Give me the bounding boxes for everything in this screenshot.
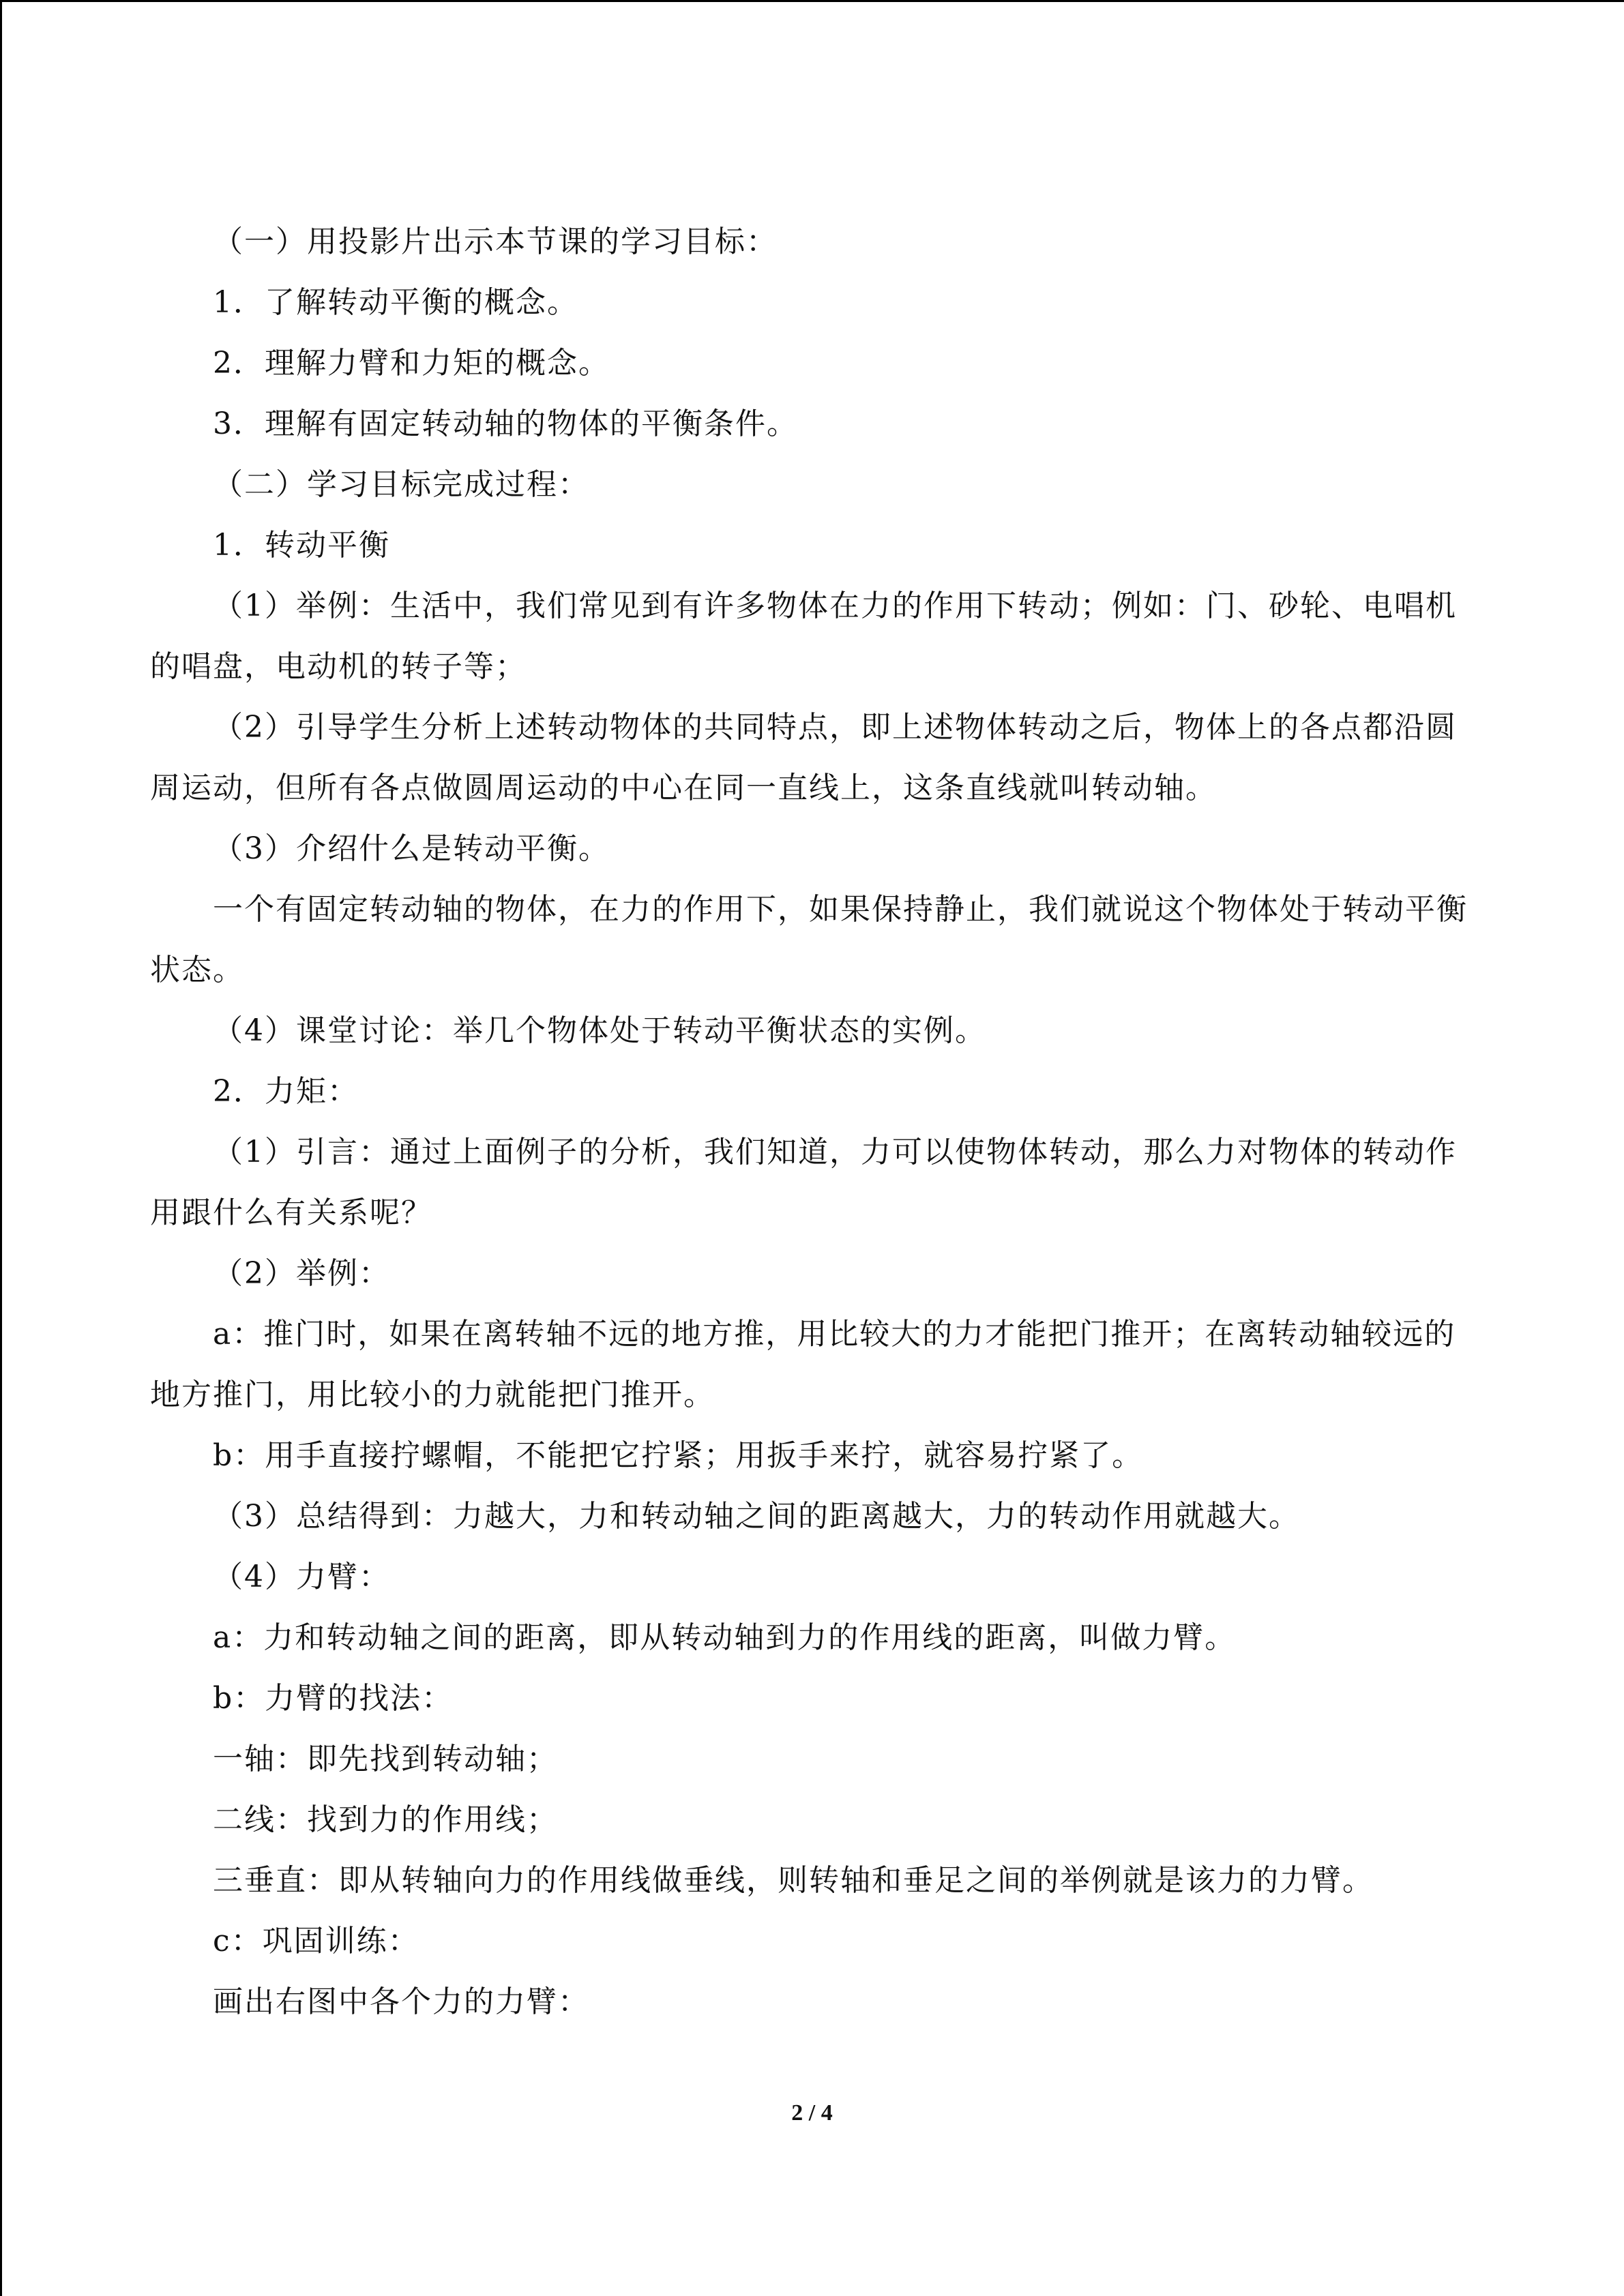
document-body: [150, 211, 1473, 2032]
paragraph: 二线：找到力的作用线；: [213, 1802, 558, 1837]
paragraph: （二）学习目标完成过程：: [213, 467, 589, 502]
paragraph: 2．力矩：: [213, 1074, 359, 1109]
paragraph: b：用手直接拧螺帽，不能把它拧紧；用扳手来拧，就容易拧紧了。: [213, 1438, 1144, 1473]
paragraph: 1．转动平衡: [213, 528, 390, 563]
paragraph: （4）课堂讨论：举几个物体处于转动平衡状态的实例。: [213, 1013, 986, 1048]
paragraph: （2）引导学生分析上述转动物体的共同特点，即上述物体转动之后，物体上的各点都沿圆周运动，但所有各点做圆周运动的中心在同一直线上，这条直线就叫转动轴。: [150, 710, 1457, 805]
paragraph: 一个有固定转动轴的物体，在力的作用下，如果保持静止，我们就说这个物体处于转动平衡状态。: [150, 892, 1468, 987]
paragraph: c：巩固训练：: [213, 1924, 419, 1958]
paragraph: 画出右图中各个力的力臂：: [213, 1984, 589, 2019]
paragraph: 1．了解转动平衡的概念。: [213, 285, 578, 320]
paragraph: （1）举例：生活中，我们常见到有许多物体在力的作用下转动；例如：门、砂轮、电唱机的唱盘，电动机的转子等；: [150, 588, 1457, 684]
paragraph: （3）介绍什么是转动平衡。: [213, 831, 610, 866]
paragraph: 三垂直：即从转轴向力的作用线做垂线，则转轴和垂足之间的举例就是该力的力臂。: [213, 1863, 1374, 1898]
paragraph: b：力臂的找法：: [213, 1681, 454, 1716]
paragraph: 2．理解力臂和力矩的概念。: [213, 346, 610, 381]
paragraph: 3．理解有固定转动轴的物体的平衡条件。: [213, 406, 798, 441]
paragraph: 一轴：即先找到转动轴；: [213, 1742, 558, 1776]
paragraph: （一）用投影片出示本节课的学习目标：: [213, 224, 778, 259]
paragraph: （1）引言：通过上面例子的分析，我们知道，力可以使物体转动，那么力对物体的转动作用跟什么有关系呢？: [150, 1135, 1457, 1230]
paragraph: （3）总结得到：力越大，力和转动轴之间的距离越大，力的转动作用就越大。: [213, 1499, 1300, 1534]
page-number: 2 / 4: [791, 2100, 833, 2126]
paragraph: a：力和转动轴之间的距离，即从转动轴到力的作用线的距离，叫做力臂。: [213, 1620, 1237, 1655]
paragraph: （2）举例：: [213, 1256, 390, 1291]
paragraph: a：推门时，如果在离转轴不远的地方推，用比较大的力才能把门推开；在离转动轴较远的地方推门，用比较小的力就能把门推开。: [150, 1317, 1456, 1412]
paragraph: （4）力臂：: [213, 1560, 390, 1594]
